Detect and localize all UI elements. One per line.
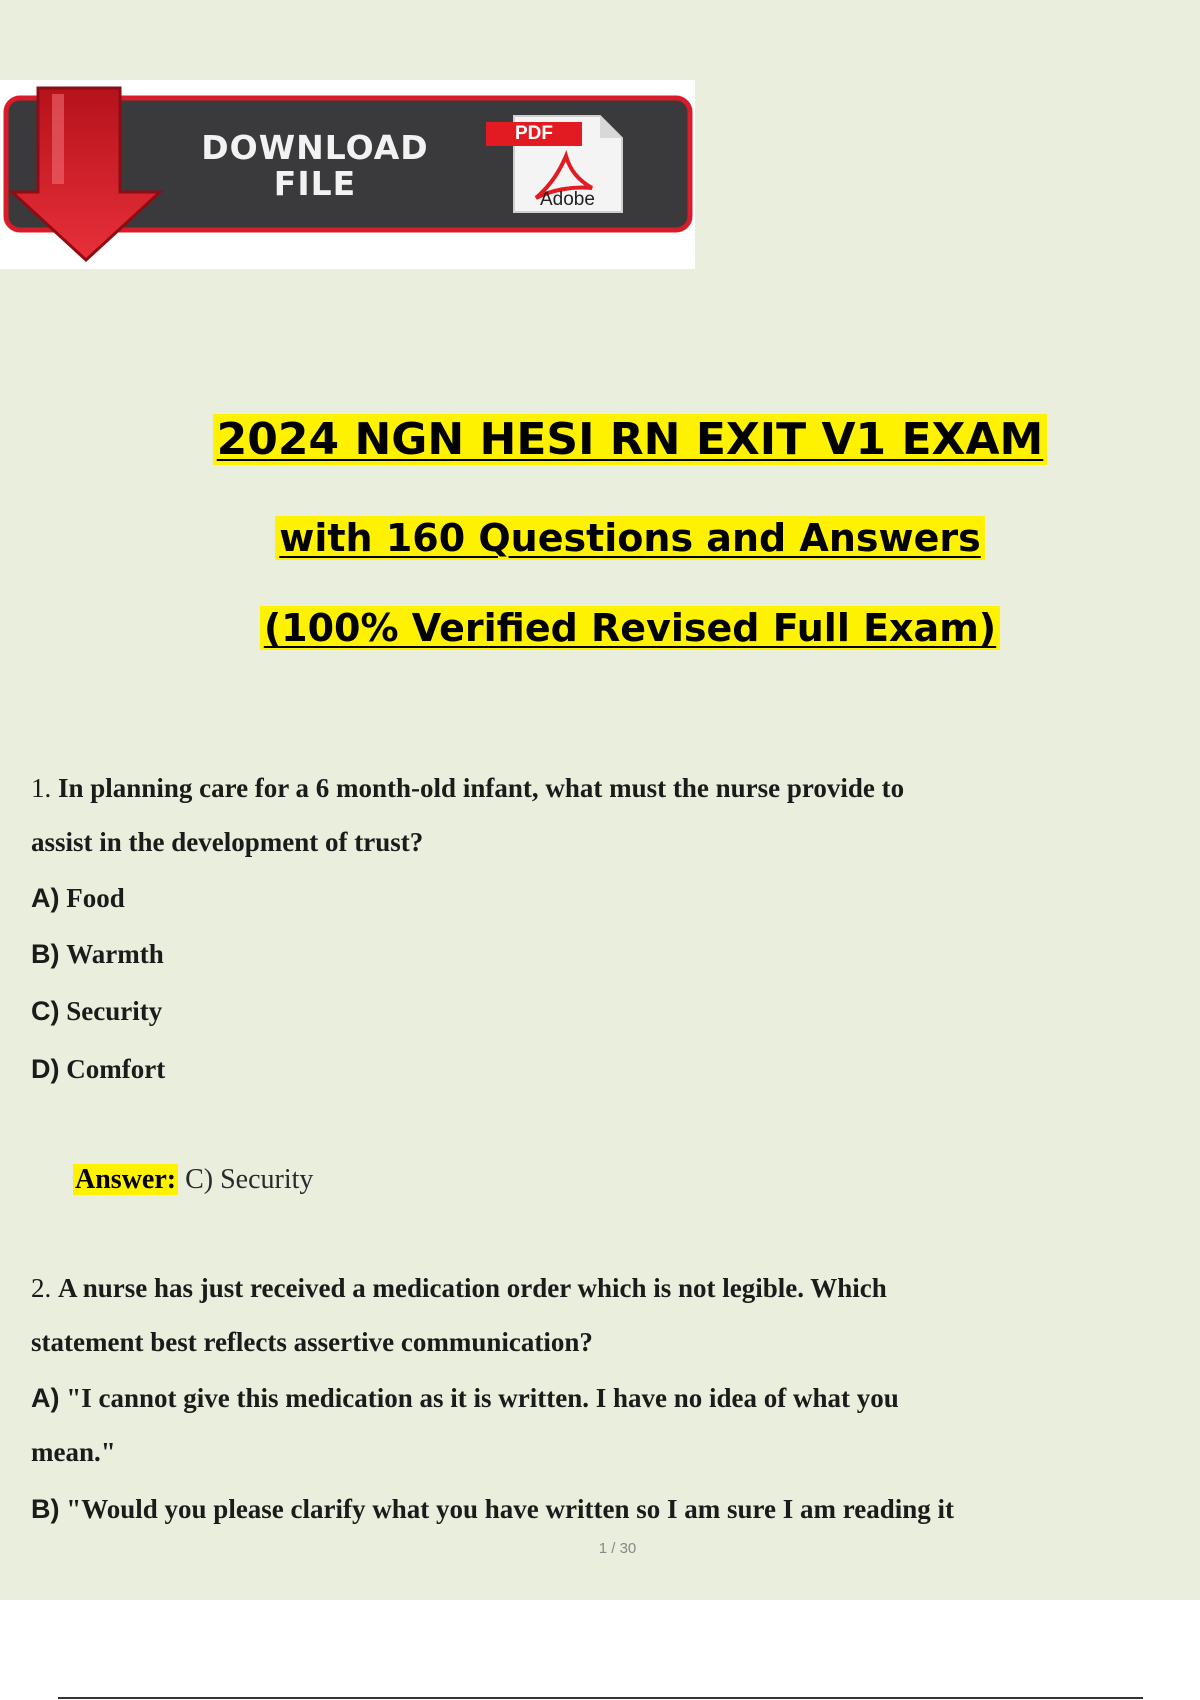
question-text: statement best reflects assertive communication? xyxy=(31,1327,593,1357)
option-text: Warmth xyxy=(66,939,164,969)
option-letter: B) xyxy=(31,939,60,969)
option-letter: D) xyxy=(31,1054,60,1084)
question-2-line-2 xyxy=(31,1324,593,1360)
question-number: 2. xyxy=(31,1273,52,1303)
exam-subtitle: with 160 Questions and Answers xyxy=(0,510,1200,566)
question-1-option-d xyxy=(31,1051,165,1087)
option-letter: A) xyxy=(31,1383,60,1413)
question-2-option-a xyxy=(31,1380,899,1416)
banner-file-text: FILE xyxy=(273,164,357,203)
banner-download-text: DOWNLOAD xyxy=(201,128,429,167)
question-1-answer xyxy=(73,1162,313,1198)
divider xyxy=(58,1697,1143,1699)
question-text: A nurse has just received a medication order which is not legible. Which xyxy=(58,1273,887,1303)
pdf-label: PDF xyxy=(515,123,553,144)
question-2-line-1 xyxy=(31,1270,887,1306)
answer-text: C) Security xyxy=(185,1164,314,1195)
option-letter: B) xyxy=(31,1494,60,1524)
download-banner[interactable] xyxy=(0,80,695,269)
exam-title: 2024 NGN HESI RN EXIT V1 EXAM xyxy=(0,410,1200,470)
option-text: "Would you please clarify what you have written so I am sure I am reading it xyxy=(66,1494,955,1524)
question-number: 1. xyxy=(31,773,52,803)
question-1-option-b xyxy=(31,936,164,972)
page-indicator: 1 / 30 xyxy=(598,1540,637,1557)
exam-verified-note: (100% Verified Revised Full Exam) xyxy=(0,600,1200,656)
option-text: "I cannot give this medication as it is written. I have no idea of what you xyxy=(66,1383,899,1413)
option-letter: A) xyxy=(31,883,60,913)
option-text: mean." xyxy=(31,1437,116,1467)
option-text: Comfort xyxy=(66,1054,166,1084)
question-text: In planning care for a 6 month-old infant, what must the nurse provide to xyxy=(58,773,905,803)
question-1-line-2 xyxy=(31,824,423,860)
question-2-option-b xyxy=(31,1491,954,1527)
question-2-option-a-cont xyxy=(31,1434,116,1470)
question-1-option-a xyxy=(31,880,125,916)
question-1-line-1 xyxy=(31,770,904,806)
answer-label: Answer: xyxy=(75,1164,177,1195)
adobe-label: Adobe xyxy=(540,189,595,210)
option-text: Security xyxy=(66,996,163,1026)
option-letter: C) xyxy=(31,996,60,1026)
option-text: Food xyxy=(66,883,125,913)
question-1-option-c xyxy=(31,993,162,1029)
question-text: assist in the development of trust? xyxy=(31,827,424,857)
